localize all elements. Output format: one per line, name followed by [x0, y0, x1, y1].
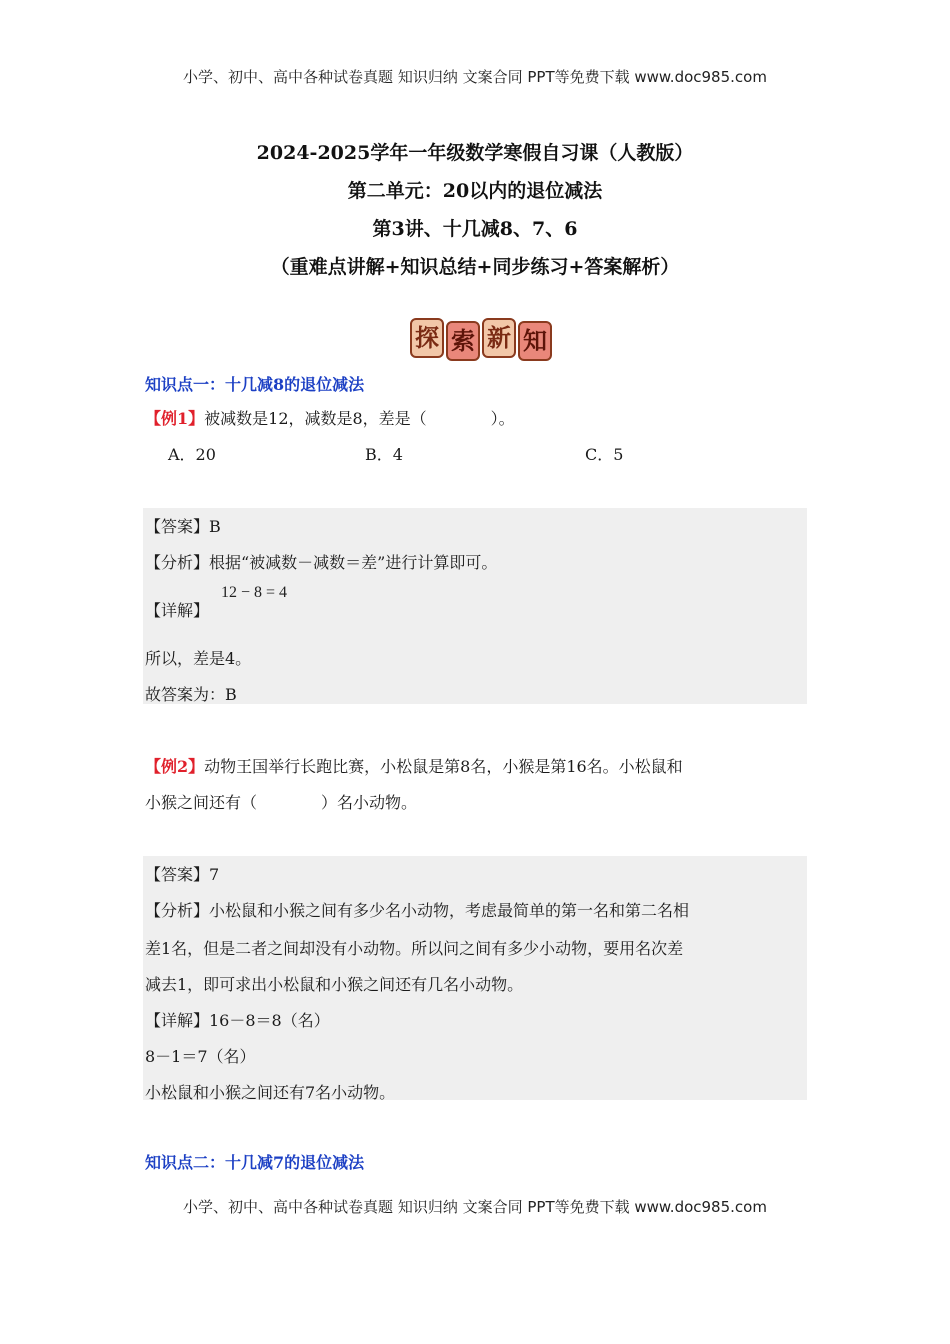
option-a: A．20 — [168, 445, 216, 464]
example-2-question-line-1 — [145, 754, 683, 777]
example-2-tag: 【例2】 — [145, 757, 205, 776]
example-2-answer: 【答案】7 — [145, 865, 220, 884]
example-1-analysis: 【分析】根据“被减数－减数＝差”进行计算即可。 — [145, 553, 498, 572]
example-2-question-line-2: 小猴之间还有（ ）名小动物。 — [145, 793, 418, 812]
lesson-title: 第3讲、十几减8、7、6 — [372, 218, 578, 240]
example-1-result: 所以，差是4。 — [145, 649, 252, 668]
example-1-question-text: 被减数是12，减数是8，差是（ ）。 — [204, 409, 515, 428]
knowledge-point-1-title: 知识点一：十几减8的退位减法 — [145, 375, 365, 394]
example-2-detail-line-1: 【详解】16－8＝8（名） — [145, 1011, 330, 1030]
example-1-formula: 12 − 8 = 4 — [221, 584, 288, 601]
page-footer: 小学、初中、高中各种试卷真题 知识归纳 文案合同 PPT等免费下载 www.doc985.com — [183, 1198, 767, 1216]
example-1-conclusion: 故答案为：B — [145, 685, 237, 704]
badge-char: 知 — [518, 321, 552, 361]
example-1-detail-label: 【详解】 — [145, 601, 210, 620]
example-1-tag: 【例1】 — [145, 409, 205, 428]
knowledge-point-2-title: 知识点二：十几减7的退位减法 — [145, 1153, 365, 1172]
example-1-solution-box — [143, 508, 807, 704]
badge-char: 索 — [446, 321, 480, 361]
doc-title: 2024-2025学年一年级数学寒假自习课（人教版） — [256, 142, 694, 164]
badge-char: 新 — [482, 318, 516, 358]
example-2-detail-line-3: 小松鼠和小猴之间还有7名小动物。 — [145, 1083, 396, 1102]
example-2-detail-line-2: 8－1＝7（名） — [145, 1047, 256, 1066]
example-2-analysis-line-2: 差1名，但是二者之间却没有小动物。所以问之间有多少小动物，要用名次差 — [145, 939, 684, 958]
option-c: C．5 — [585, 445, 624, 464]
example-1-answer: 【答案】B — [145, 517, 221, 536]
example-1-question — [145, 406, 515, 429]
example-2-question-text: 动物王国举行长跑比赛，小松鼠是第8名，小猴是第16名。小松鼠和 — [204, 757, 683, 776]
example-2-analysis-line-3: 减去1，即可求出小松鼠和小猴之间还有几名小动物。 — [145, 975, 524, 994]
example-2-analysis-line-1: 【分析】小松鼠和小猴之间有多少名小动物，考虑最简单的第一名和第二名相 — [145, 901, 690, 920]
unit-title: 第二单元：20以内的退位减法 — [347, 180, 603, 202]
explore-badge — [410, 318, 552, 358]
page-header: 小学、初中、高中各种试卷真题 知识归纳 文案合同 PPT等免费下载 www.doc985.com — [183, 68, 767, 86]
option-b: B．4 — [365, 445, 403, 464]
subtitle: （重难点讲解+知识总结+同步练习+答案解析） — [270, 256, 680, 278]
badge-char: 探 — [410, 318, 444, 358]
